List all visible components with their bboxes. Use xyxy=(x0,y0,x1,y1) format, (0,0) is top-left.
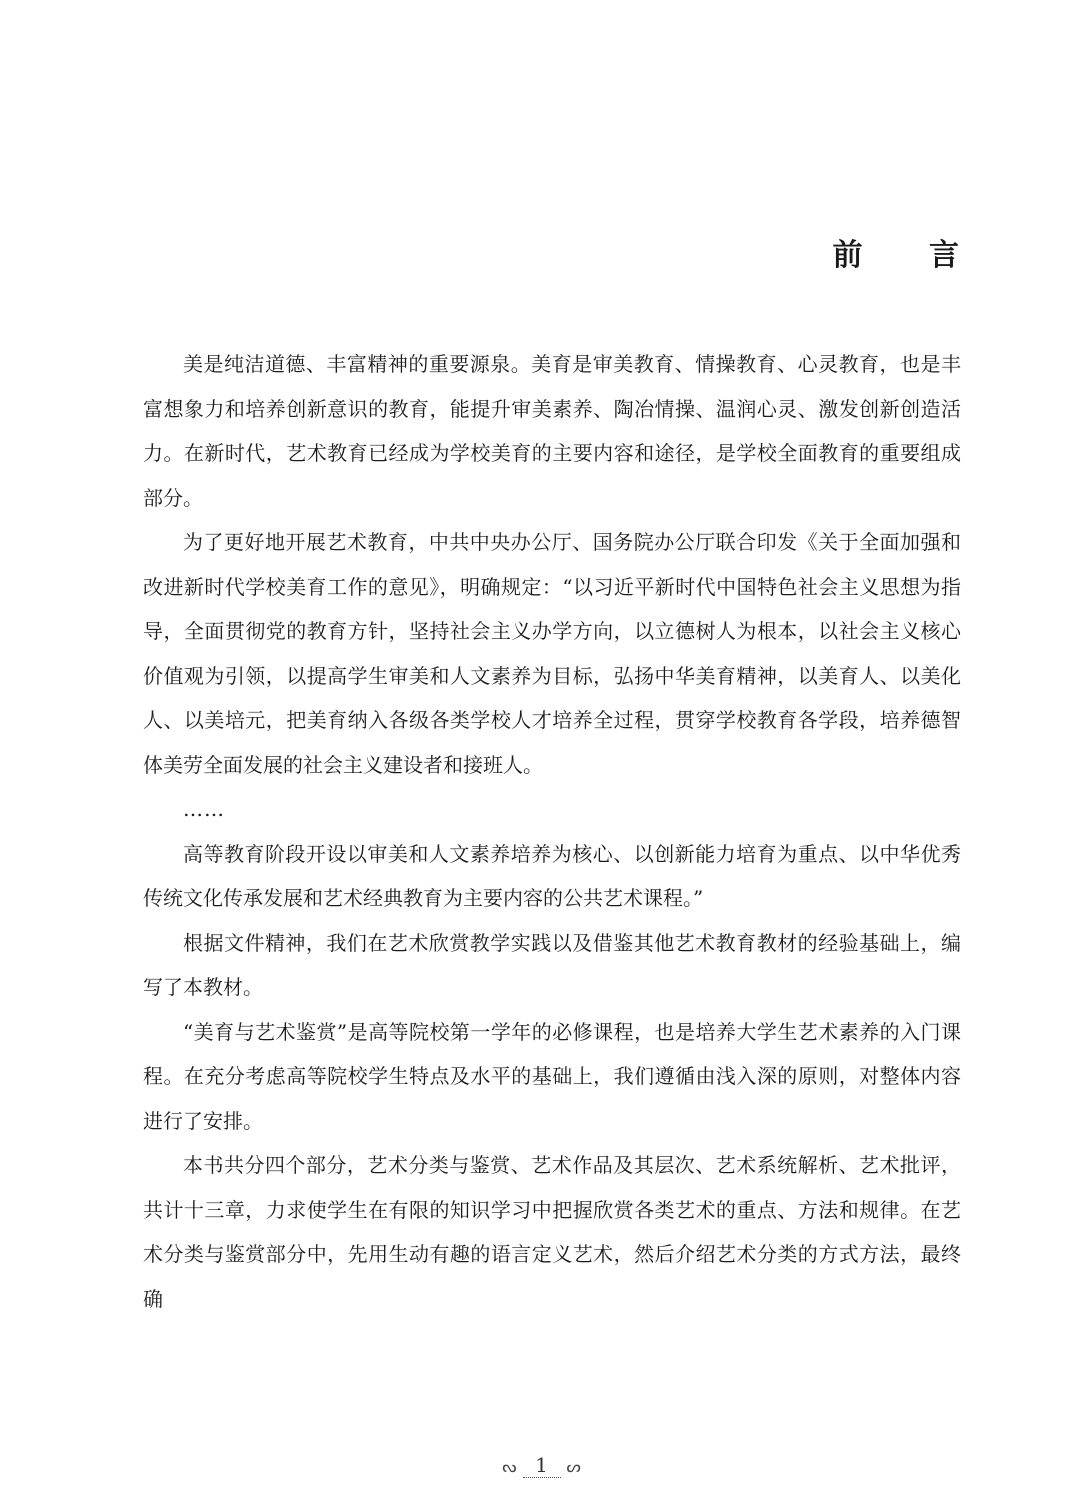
page-title: 前 言 xyxy=(832,238,987,273)
right-ornament-icon: ᔕ xyxy=(566,1457,581,1476)
left-ornament-icon: ᔓ xyxy=(502,1457,517,1476)
paragraph-4: 根据文件精神，我们在艺术欣赏教学实践以及借鉴其他艺术教育教材的经验基础上，编写了本教材。 xyxy=(143,930,961,999)
page-footer xyxy=(0,1454,1083,1478)
paragraph-5: “美育与艺术鉴赏”是高等院校第一学年的必修课程，也是培养大学生艺术素养的入门课程。在充分考虑高等院校学生特点及水平的基础上，我们遵循由浅入深的原则，对整体内容进行了安排。 xyxy=(143,1019,961,1133)
paragraph-3: 高等教育阶段开设以审美和人文素养培养为核心、以创新能力培育为重点、以中华优秀传统文化传承发展和艺术经典教育为主要内容的公共艺术课程。” xyxy=(143,841,961,910)
preface-body xyxy=(143,342,961,1321)
ellipsis: …… xyxy=(183,797,225,821)
page-number: 1 xyxy=(523,1454,561,1478)
paragraph-2: 为了更好地开展艺术教育，中共中央办公厅、国务院办公厅联合印发《关于全面加强和改进新时代学校美育工作的意见》，明确规定：“以习近平新时代中国特色社会主义思想为指导，全面贯彻党的教育方针，坚持社会主义办学方向，以立德树人为根本，以社会主义核心价值观为引领，以提高学生审美和人文素养为目标，弘扬中华美育精神，以美育人、以美化人、以美培元，把美育纳入各级各类学校人才培养全过程，贯穿学校教育各学段，培养德智体美劳全面发展的社会主义建设者和接班人。 xyxy=(143,530,961,777)
paragraph-6: 本书共分四个部分，艺术分类与鉴赏、艺术作品及其层次、艺术系统解析、艺术批评，共计十三章，力求使学生在有限的知识学习中把握欣赏各类艺术的重点、方法和规律。在艺术分类与鉴赏部分中，先用生动有趣的语言定义艺术，然后介绍艺术分类的方式方法，最终确 xyxy=(143,1153,961,1311)
page-number-group xyxy=(502,1454,581,1478)
paragraph-1: 美是纯洁道德、丰富精神的重要源泉。美育是审美教育、情操教育、心灵教育，也是丰富想象力和培养创新意识的教育，能提升审美素养、陶冶情操、温润心灵、激发创新创造活力。在新时代，艺术教育已经成为学校美育的主要内容和途径，是学校全面教育的重要组成部分。 xyxy=(143,352,961,510)
